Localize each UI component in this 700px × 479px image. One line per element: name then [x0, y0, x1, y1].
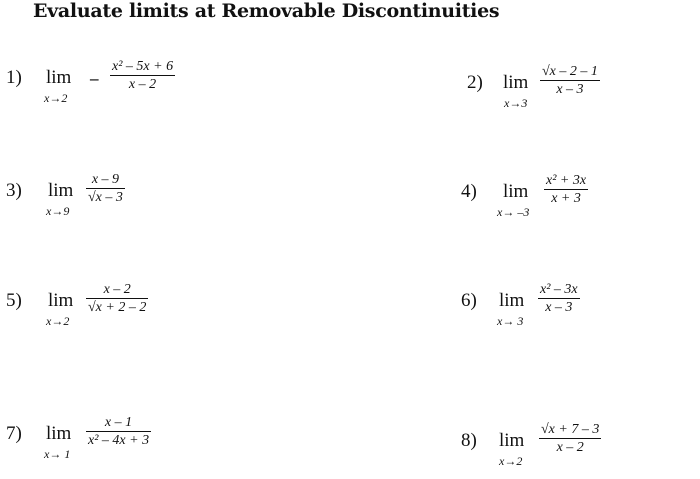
problem-number: 1): [6, 67, 22, 88]
page-title: Evaluate limits at Removable Discontinuities: [33, 0, 500, 22]
limit-approach: x→2: [499, 454, 523, 468]
limit-operator: lim: [48, 290, 74, 311]
limit-operator: lim: [503, 181, 529, 202]
denominator: √x – 3: [88, 190, 123, 205]
limit-approach: x→9: [46, 204, 70, 218]
numerator: √x + 7 – 3: [541, 422, 600, 437]
numerator: x – 2: [103, 282, 131, 297]
limit-operator: lim: [48, 180, 74, 201]
problem-number: 4): [461, 181, 477, 202]
numerator: x – 9: [91, 172, 120, 187]
denominator: x – 2: [128, 77, 157, 92]
fraction: [540, 64, 600, 97]
denominator: x² – 4x + 3: [88, 433, 150, 448]
problem-number: 3): [6, 180, 22, 201]
limit-operator: lim: [46, 67, 72, 88]
denominator: x + 3: [551, 191, 581, 206]
fraction: [544, 173, 588, 206]
negative-sign: –: [90, 69, 99, 88]
fraction: [539, 422, 601, 455]
problem-number: 7): [6, 423, 22, 444]
numerator: √x – 2 – 1: [542, 64, 598, 79]
limit-approach: x→ 1: [44, 447, 71, 461]
numerator: x² – 5x + 6: [112, 59, 174, 74]
denominator: x – 3: [545, 300, 573, 315]
fraction: [86, 282, 148, 315]
limit-approach: x→ –3: [497, 205, 530, 219]
fraction: [86, 172, 125, 205]
limit-approach: x→ 3: [497, 314, 524, 328]
denominator: x – 2: [556, 440, 584, 455]
limit-operator: lim: [499, 290, 525, 311]
numerator: x² – 3x: [540, 282, 578, 297]
numerator: x² + 3x: [546, 173, 587, 188]
fraction: [86, 415, 151, 448]
fraction: [110, 59, 175, 92]
problem-number: 8): [461, 430, 477, 451]
limit-approach: x→3: [504, 96, 528, 110]
limit-operator: lim: [503, 72, 529, 93]
problem-number: 5): [6, 290, 22, 311]
numerator: x – 1: [104, 415, 133, 430]
problem-number: 6): [461, 290, 477, 311]
limit-approach: x→2: [44, 91, 68, 105]
limit-operator: lim: [499, 430, 525, 451]
denominator: √x + 2 – 2: [88, 300, 147, 315]
problem-number: 2): [467, 72, 483, 93]
limit-approach: x→2: [46, 314, 70, 328]
fraction: [538, 282, 580, 315]
limit-operator: lim: [46, 423, 72, 444]
denominator: x – 3: [556, 82, 584, 97]
